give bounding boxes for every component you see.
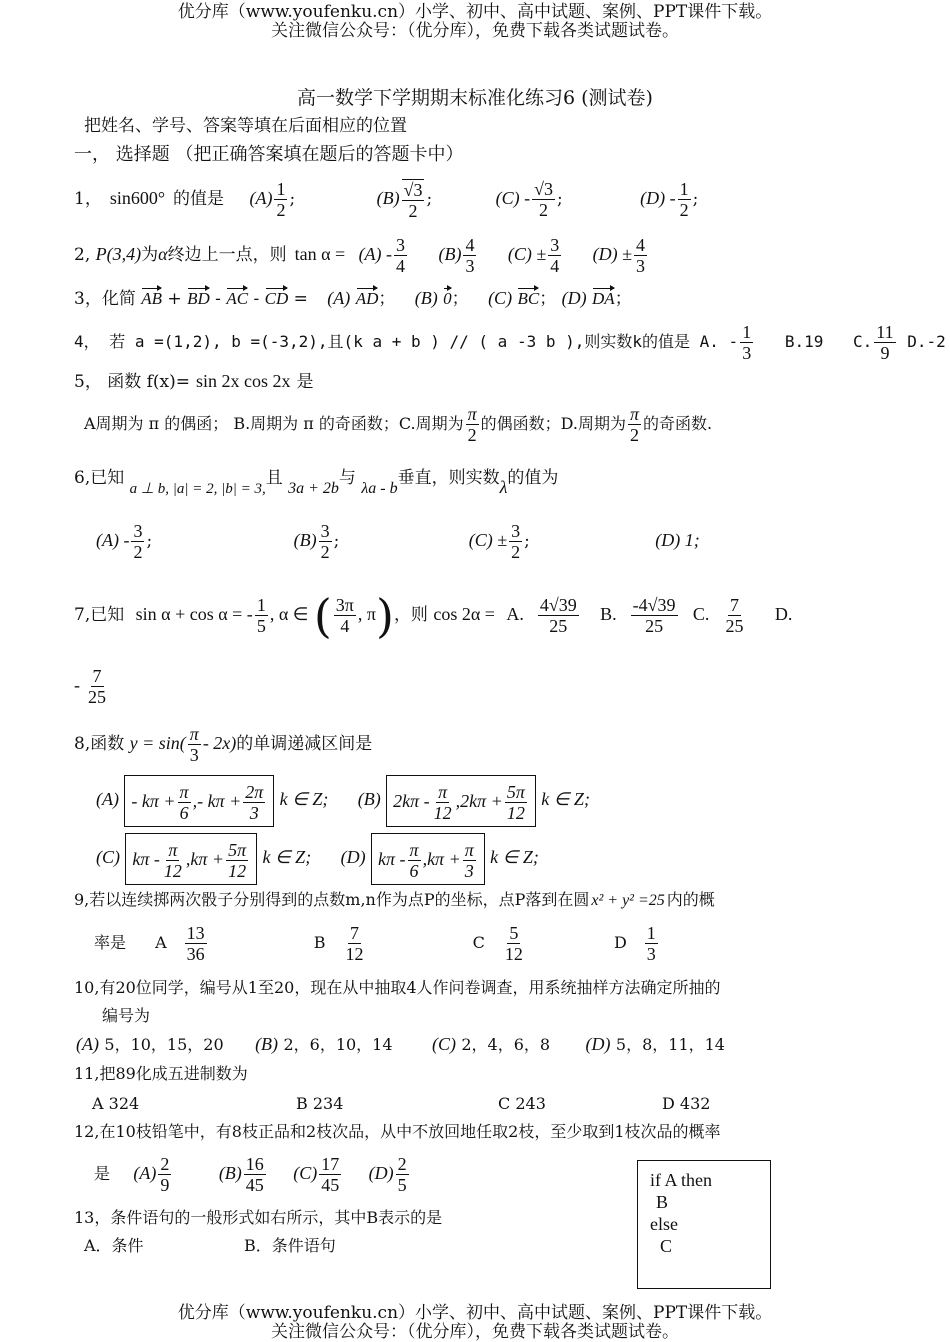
question-13-opt-a: A．条件 — [84, 1236, 144, 1255]
question-11: 11,把89化成五进制数为 — [74, 1064, 248, 1083]
question-7-option-d: - $\frac{7}{25}$ — [74, 666, 106, 707]
question-13-opt-b: B．条件语句 — [244, 1236, 336, 1255]
instruction: 把姓名、学号、答案等填在后面相应的位置 — [84, 116, 407, 136]
code-line-3: else — [650, 1214, 678, 1234]
question-9: 9,若以连续掷两次骰子分别得到的点数m,n作为点P的坐标，点P落到在圆 x² + y² =25 内的概 — [74, 890, 715, 909]
question-12: 12,在10枝铅笔中，有8枝正品和2枝次品，从中不放回地任取2枝，至少取到1枝次品的概率 — [74, 1122, 721, 1141]
question-11-opt-b: B 234 — [296, 1094, 344, 1113]
question-11-opt-d: D 432 — [662, 1094, 711, 1113]
question-7: 7,已知 sin α + cos α = - $\frac{1}{5}$ , α ∈ ( $\frac{3\pi}{4}$ , π)，则 cos 2α = A. $\frac{4√39}{25}$ B. $\frac{-4√39}{25}$ C. $\frac{7}{25}$ D. — [74, 588, 793, 643]
question-1: 1， sin600° 的值是 (A) $\frac{1}{2}$ ; (B) $\frac{√3}{2}$ ; (C) - $\frac{√3}{2}$ ; (D) - $\frac{1}{2}$ ; — [74, 179, 699, 221]
question-2: 2, P(3,4)为α终边上一点，则 tan α = (A) - $\frac{3}{4}$ (B) $\frac{4}{3}$ (C) ± $\frac{3}{4}$ (D) ± $\frac{4}{3}$ — [74, 235, 645, 276]
question-5: 5， 函数 f(x)= sin 2x cos 2x 是 — [74, 371, 314, 392]
question-11-opt-c: C 243 — [498, 1094, 546, 1113]
question-9-options: 率是 A $\frac{13}{36}$ B $\frac{7}{12}$ C $\frac{5}{12}$ D $\frac{1}{3}$ — [94, 923, 656, 964]
question-6: 6,已知 a ⊥ b, |a| = 2, |b| = 3,且 3a + 2b与 λa - b垂直，则实数λ的值为 — [74, 468, 559, 497]
question-4: 4， 若 a =(1,2), b =(-3,2),且(k a + b ) // ( a -3 b ),则实数k的值是 A. - $\frac{1}{3}$ B.19 C. $\frac{11}{9}$ D.-2 — [74, 322, 946, 363]
conditional-statement-box — [637, 1160, 771, 1289]
question-5-options: A周期为 π 的偶函； B.周期为 π 的奇函数；C.周期为 $\frac{\pi}{2}$ 的偶函数；D.周期为 $\frac{\pi}{2}$ 的奇函数. — [84, 404, 713, 445]
question-8-row-1: (A) - kπ + $\frac{\pi}{6}$ ,- kπ + $\frac{2\pi}{3}$ k ∈ Z; (B) 2kπ - $\frac{\pi}{12}$ ,2kπ + $\frac{5\pi}{12}$ k ∈ Z; — [96, 774, 590, 827]
question-8-row-2: (C) kπ - $\frac{\pi}{12}$ ,kπ + $\frac{5\pi}{12}$ k ∈ Z; (D) kπ - $\frac{\pi}{6}$ ,kπ + $\frac{\pi}{3}$ k ∈ Z; — [96, 832, 539, 885]
section-heading: 一， 选择题 （把正确答案填在题后的答题卡中） — [74, 144, 464, 165]
header-line-2: 关注微信公众号：（优分库），免费下载各类试题试卷。 — [271, 21, 679, 41]
code-line-2: B — [656, 1192, 669, 1212]
question-3: 3，化简 AB + BD - AC - CD = (A) AD； (B) 0； (C) BC； (D) DA； — [74, 288, 632, 309]
question-6-options: (A) - $\frac{3}{2}$ ; (B) $\frac{3}{2}$ ; (C) ± $\frac{3}{2}$ ; (D) 1; — [96, 521, 700, 562]
question-10-line-2: 编号为 — [102, 1006, 151, 1025]
question-11-opt-a: A 324 — [92, 1094, 140, 1113]
header-line-1: 优分库（www.youfenku.cn）小学、初中、高中试题、案例、PPT课件下载。 — [177, 2, 773, 22]
code-line-4: C — [660, 1236, 673, 1256]
code-line-1: if A then — [650, 1170, 712, 1190]
footer-line-1: 优分库（www.youfenku.cn）小学、初中、高中试题、案例、PPT课件下载。 — [177, 1303, 773, 1323]
footer-line-2: 关注微信公众号：（优分库），免费下载各类试题试卷。 — [271, 1322, 679, 1342]
question-8: 8,函数 y = sin( $\frac{\pi}{3}$ - 2x)的单调递减区间是 — [74, 724, 373, 765]
question-10: 10,有20位同学，编号从1至20，现在从中抽取4人作问卷调查，用系统抽样方法确定所抽的 — [74, 978, 721, 997]
question-10-options: (A) 5，10，15，20 (B) 2，6，10，14 (C) 2，4，6，8 (D) 5，8，11，14 — [76, 1034, 725, 1054]
question-12-options: 是 (A) $\frac{2}{9}$ (B) $\frac{16}{45}$ (C) $\frac{17}{45}$ (D) $\frac{2}{5}$ — [94, 1154, 407, 1195]
question-13: 13，条件语句的一般形式如右所示，其中B表示的是 — [74, 1208, 443, 1227]
page-title: 高一数学下学期期末标准化练习6 (测试卷) — [297, 87, 653, 109]
